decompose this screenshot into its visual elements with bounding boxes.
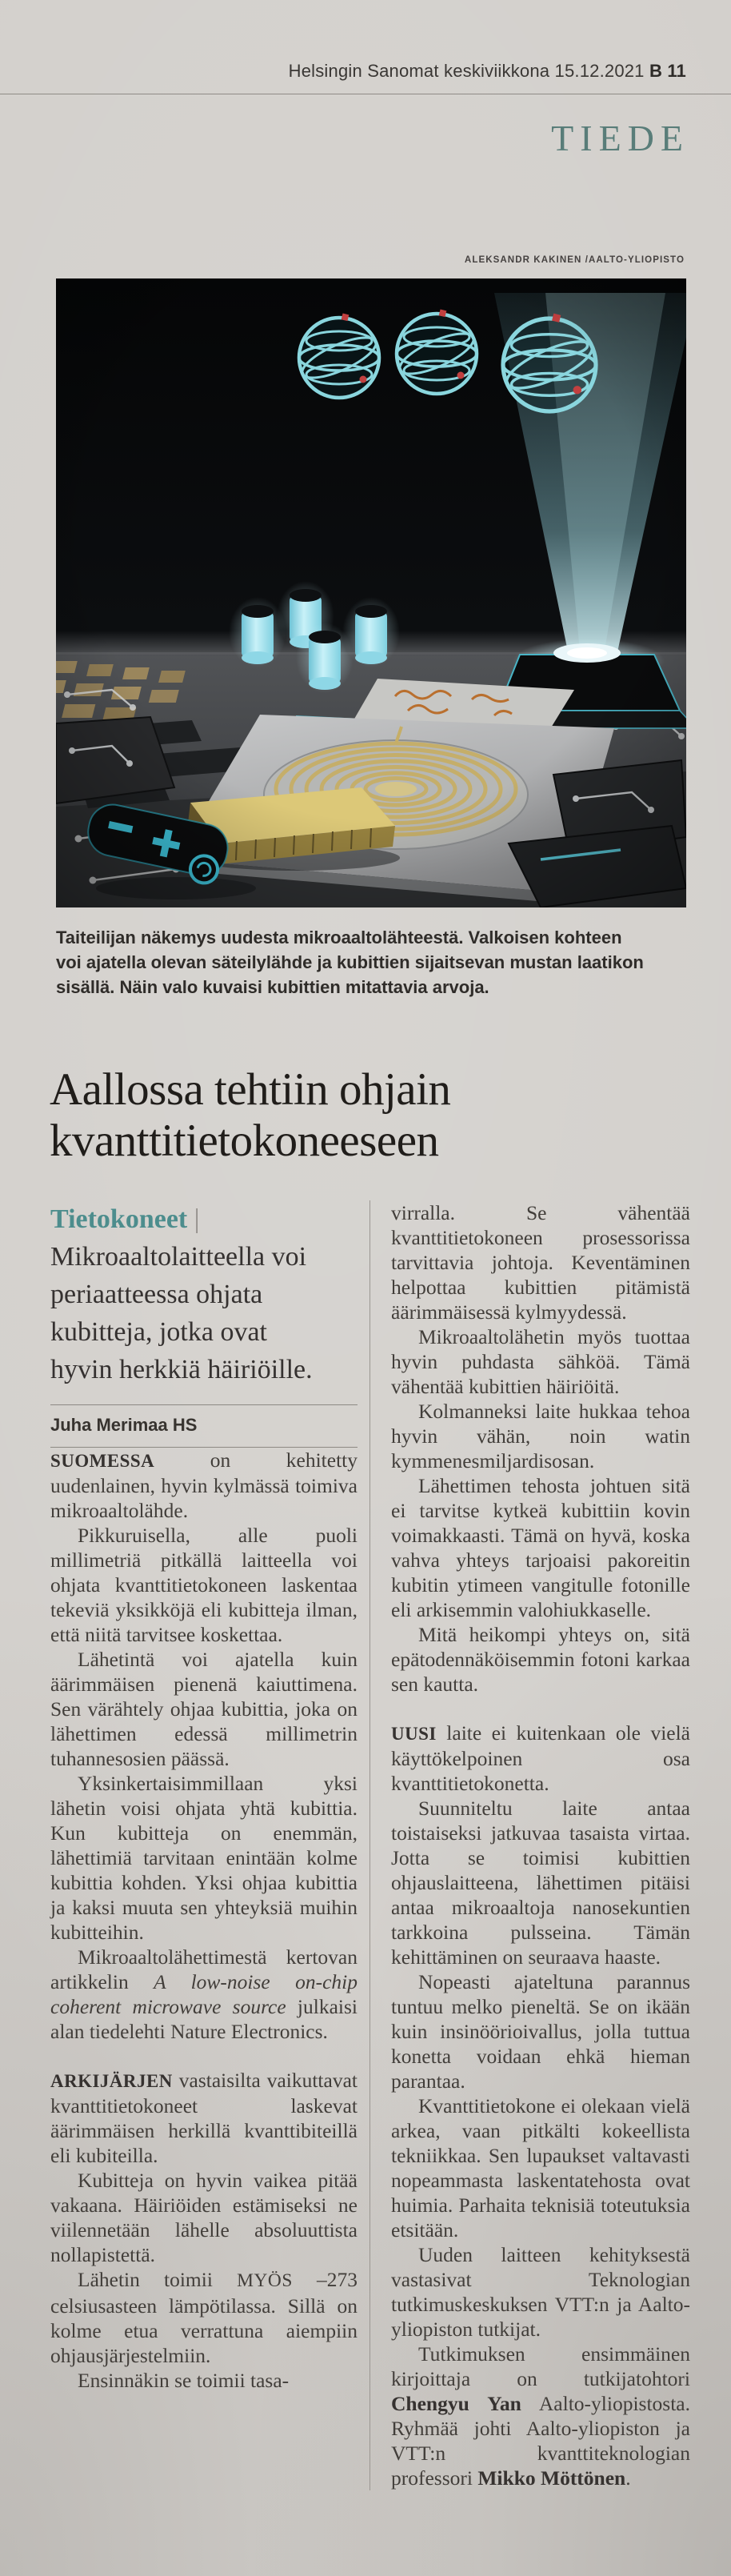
kicker-separator: | — [194, 1204, 200, 1234]
byline: Juha Merimaa HS — [50, 1415, 198, 1435]
article-reference-title: A low-noise on-chip coherent microwave source — [50, 1970, 358, 2018]
paragraph: virralla. Se vähentää kvanttitietokoneen prosessorissa tarvittavia johtoja. Keventäminen helpottaa kubittien pitämistä äärimmäisessä kylmyydessä. — [391, 1201, 690, 1324]
photo-credit: ALEKSANDR KAKINEN /AALTO-YLIOPISTO — [464, 255, 685, 265]
caps-word: MYÖS — [237, 2270, 293, 2291]
paragraph: Lähetintä voi ajatella kuin äärimmäisen pienenä kaiuttimena. Sen värähtely ohjaa kubittia, joka on lähettimen edessä millimetrin tuhannesosien päässä. — [50, 1648, 358, 1770]
paragraph: Kolmanneksi laite hukkaa tehoa hyvin vähän, noin watin kymmenesmiljardisosan. — [391, 1400, 690, 1472]
paragraph: Mikroaaltolähettimestä kertovan artikkelin A low-noise on-chip coherent microwave source julkaisi alan tiedelehti Nature Electronics. — [50, 1945, 358, 2043]
masthead-text: Helsingin Sanomat keskiviikkona 15.12.2021 — [288, 61, 645, 81]
article-illustration — [56, 278, 686, 907]
paragraph: Kubitteja on hyvin vaikea pitää vakaana. Häiriöiden estämiseksi ne viilennetään lähelle absoluuttista nollapistettä. — [50, 2169, 358, 2266]
paragraph-lead-word: ARKIJÄRJEN — [50, 2071, 173, 2091]
illustration-canvas — [56, 278, 686, 907]
paragraph-lead-word: SUOMESSA — [50, 1451, 155, 1471]
paragraph: Mikroaaltolähetin myös tuottaa hyvin puhdasta sähköä. Tämä vähentää kubittien häiriöitä. — [391, 1325, 690, 1398]
paragraph: Ensinnäkin se toimii tasa- — [78, 2369, 290, 2392]
page-number: B 11 — [649, 61, 686, 81]
paragraph: Uuden laitteen kehityksestä vastasivat Teknologian tutkimuskeskuksen VTT:n ja Aalto-yliopiston tutkijat. — [391, 2243, 690, 2341]
paragraph: SUOMESSA on kehitetty uudenlainen, hyvin kylmässä toimiva mikroaaltolähde. — [50, 1448, 358, 1522]
researcher-name: Chengyu Yan — [391, 2392, 521, 2415]
lede-text: Mikroaaltolaitteella voi periaatteessa ohjata kubitteja, jotka ovat hyvin herkkiä häiriöille. — [50, 1242, 313, 1384]
paragraph: Suunniteltu laite antaa toistaiseksi jatkuvaa tasaista virtaa. Jotta se toimisi kubittien ohjauslaitteena, lähettimen pitäisi antaa mikroaaltoja nanosekuntien tarkkoina pulsseina. Tämän kehittäminen on seuraava haaste. — [391, 1797, 690, 1969]
paragraph: Kvanttitietokone ei olekaan vielä arkea, vaan pitkälti kokeellista tekniikkaa. Sen lupaukset valtavasti nopeammasta laskentatehosta ovat huimia. Parhaita teknisiä toteutuksia etsitään. — [391, 2094, 690, 2241]
paragraph: Pikkuruisella, alle puoli millimetriä pitkällä laitteella voi ohjata kvanttitietokoneen laskentaa tekeviä yksikköjä eli kubitteja ilman, että niitä tarvitsee koskettaa. — [50, 1524, 358, 1646]
paragraph: Lähetin toimii MYÖS –273 celsiusasteen lämpötilassa. Sillä on kolme etua verrattuna aiempiin ohjausjärjestelmiin. — [50, 2268, 358, 2367]
photo-caption: Taiteilijan näkemys uudesta mikroaaltolähteestä. Valkoisen kohteen voi ajatella olevan säteilylähde ja kubittien sijaitsevan mustan laatikon sisällä. Näin valo kuvaisi kubittien mitattavia arvoja. — [56, 927, 644, 997]
masthead — [289, 61, 686, 82]
article-lede — [50, 1200, 332, 1388]
paragraph-lead-word: UUSI — [391, 1724, 437, 1744]
photo-vignette — [56, 278, 686, 907]
paragraph: Nopeasti ajateltuna parannus tuntuu melko pieneltä. Se on ikään kuin insinöörioivallus, jolla tuttua konetta voidaan ehkä hieman parantaa. — [391, 1970, 690, 2093]
paragraph: UUSI laite ei kuitenkaan ole vielä käyttökelpoinen osa kvanttitietokonetta. — [391, 1721, 690, 1795]
kicker-label: Tietokoneet — [50, 1204, 188, 1234]
paragraph: ARKIJÄRJEN vastaisilta vaikuttavat kvanttitietokoneet laskevat äärimmäisen herkillä kvanttibiteillä eli kubiteilla. — [50, 2069, 358, 2167]
byline-block — [50, 1404, 358, 1448]
paragraph: Tutkimuksen ensimmäinen kirjoittaja on tutkijatohtori Chengyu Yan Aalto-yliopistosta. Ryhmää johti Aalto-yliopiston ja VTT:n kvanttiteknologian professori Mikko Möttönen. — [391, 2342, 690, 2490]
paragraph: Yksinkertaisimmillaan yksi lähetin voisi ohjata yhtä kubittia. Kun kubitteja on enemmän, lähettimiä tarvitaan enintään kolme kubittia kohden. Yksi ohjaa kubittia ja kaksi muuta sen yhteyksiä muihin kubitteihin. — [50, 1772, 358, 1944]
article-column-right — [370, 1200, 690, 2490]
article-body — [50, 1200, 690, 2490]
section-title: TIEDE — [551, 118, 689, 158]
researcher-name: Mikko Möttönen — [477, 2466, 626, 2490]
paragraph: Mitä heikompi yhteys on, sitä epätodennäköisemmin fotoni karkaa sen kautta. — [391, 1623, 690, 1696]
paragraph: Lähettimen tehosta johtuen sitä ei tarvitse kytkeä kubittiin kovin voimakkaasti. Tämä on hyvä, koska vahva yhteys tarjoaisi pakoreitin kubitin ytimeen vangitulle fotonille eli arkisemmin valohiukkaselle. — [391, 1474, 690, 1621]
headline: Aallossa tehtiin ohjain kvanttitietokoneeseen — [50, 1064, 451, 1167]
article-column-left — [50, 1200, 370, 2490]
